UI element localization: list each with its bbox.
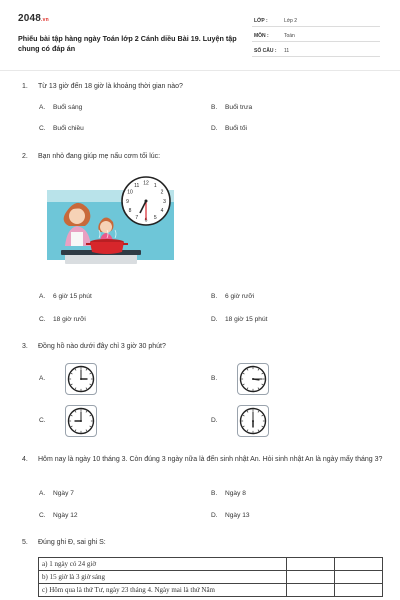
q3-clock-b[interactable] — [237, 363, 269, 395]
option-letter: C. — [39, 417, 46, 424]
option-letter: D. — [211, 316, 218, 323]
q4-option-d[interactable] — [211, 511, 250, 521]
question-5-text: Đúng ghi Đ, sai ghi S: — [38, 539, 106, 546]
option-text: 6 giờ rưỡi — [225, 293, 255, 300]
meta-class-key: LỚP : — [254, 18, 268, 24]
question-1-text: Từ 13 giờ đến 18 giờ là khoảng thời gian nào? — [38, 83, 183, 90]
analog-clock-icon — [66, 406, 96, 436]
answer-cell[interactable] — [287, 558, 335, 571]
analog-clock-icon — [66, 364, 96, 394]
option-text: 18 giờ 15 phút — [225, 316, 268, 323]
q3-clock-a[interactable] — [65, 363, 97, 395]
option-letter: C. — [39, 512, 46, 519]
logo-suffix: .vn — [41, 17, 49, 23]
clock-center — [252, 378, 254, 380]
answer-cell[interactable] — [335, 558, 383, 571]
option-text: Buổi tối — [225, 125, 247, 132]
question-1-number: 1. — [22, 83, 28, 90]
clock-numeral: 3 — [163, 198, 166, 205]
q1-option-c[interactable] — [39, 124, 84, 134]
meta-subject — [252, 30, 380, 42]
answer-cell[interactable] — [335, 584, 383, 597]
meta-count — [252, 45, 380, 57]
q4-option-b[interactable] — [211, 489, 246, 499]
logo-text: 2048 — [18, 13, 42, 24]
option-text: Buổi chiều — [53, 125, 84, 132]
clock-numeral: 4 — [160, 208, 164, 215]
q3-clock-d[interactable] — [237, 405, 269, 437]
option-letter: A. — [39, 293, 46, 300]
option-text: 6 giờ 15 phút — [53, 293, 92, 300]
meta-subject-value: Toán — [284, 33, 295, 39]
option-letter: A. — [39, 490, 46, 497]
option-letter: D. — [211, 512, 218, 519]
meta-count-key: SỐ CÂU : — [254, 48, 277, 54]
answer-cell[interactable] — [287, 571, 335, 584]
option-text: Ngày 7 — [53, 490, 74, 497]
option-text: Buổi trưa — [225, 104, 253, 111]
q1-option-a[interactable] — [39, 103, 82, 113]
clock-numeral: 1 — [153, 182, 157, 189]
clock-center — [80, 420, 82, 422]
question-4-text: Hôm nay là ngày 10 tháng 3. Còn đúng 3 ngày nữa là đến sinh nhật An. Hỏi sinh nhật An là ngày mấy tháng 3? — [38, 456, 383, 463]
table-row — [39, 584, 383, 597]
question-4-number: 4. — [22, 456, 28, 463]
analog-clock-icon — [238, 406, 268, 436]
true-false-table — [38, 557, 383, 597]
q2-option-a[interactable] — [39, 292, 92, 302]
clock-numeral: 2 — [160, 189, 164, 196]
q2-option-c[interactable] — [39, 315, 86, 325]
question-3-text: Đồng hồ nào dưới đây chỉ 3 giờ 30 phút? — [38, 343, 166, 350]
page-title: Phiếu bài tập hàng ngày Toán lớp 2 Cánh diều Bài 19. Luyện tập chung có đáp án — [18, 34, 237, 53]
answer-cell[interactable] — [335, 571, 383, 584]
clock-numeral: 6 — [144, 217, 148, 224]
clock-numeral: 9 — [126, 198, 129, 205]
statement-cell: a) 1 ngày có 24 giờ — [39, 558, 287, 571]
clock-numeral: 11 — [134, 182, 140, 189]
option-letter: A. — [39, 375, 46, 382]
clock-numeral: 12 — [143, 180, 149, 187]
header-divider — [0, 70, 400, 71]
q3-option-a[interactable] — [39, 374, 53, 384]
q4-option-a[interactable] — [39, 489, 74, 499]
clock-numeral: 7 — [135, 214, 139, 221]
clock-numeral: 8 — [128, 208, 132, 215]
question-3-number: 3. — [22, 343, 28, 350]
meta-count-value: 11 — [284, 48, 290, 54]
meta-class-value: Lớp 2 — [284, 18, 298, 24]
table-row — [39, 571, 383, 584]
option-text: Ngày 8 — [225, 490, 246, 497]
statement-cell: c) Hôm qua là thứ Tư, ngày 23 tháng 4. Ngày mai là thứ Năm — [39, 584, 287, 597]
q3-option-c[interactable] — [39, 416, 53, 426]
meta-class — [252, 15, 380, 27]
option-letter: D. — [211, 125, 218, 132]
option-letter: C. — [39, 316, 46, 323]
option-text: Buổi sáng — [53, 104, 83, 111]
question-5-number: 5. — [22, 539, 28, 546]
option-letter: A. — [39, 104, 46, 111]
q2-option-d[interactable] — [211, 315, 267, 325]
q3-option-b[interactable] — [211, 374, 225, 384]
option-letter: B. — [211, 104, 218, 111]
counter — [65, 254, 137, 264]
clock-numeral: 10 — [127, 189, 133, 196]
analog-clock-icon — [238, 364, 268, 394]
meta-subject-key: MÔN : — [254, 33, 269, 39]
clock-center — [252, 420, 254, 422]
question-2-text: Bạn nhỏ đang giúp mẹ nấu cơm tối lúc: — [38, 153, 161, 160]
table-row — [39, 558, 383, 571]
q2-option-b[interactable] — [211, 292, 254, 302]
option-letter: B. — [211, 375, 218, 382]
statement-cell: b) 15 giờ là 3 giờ sáng — [39, 571, 287, 584]
question-2-number: 2. — [22, 153, 28, 160]
option-letter: B. — [211, 293, 218, 300]
option-text: 18 giờ rưỡi — [53, 316, 86, 323]
option-letter: B. — [211, 490, 218, 497]
q3-clock-c[interactable] — [65, 405, 97, 437]
q4-option-c[interactable] — [39, 511, 78, 521]
clock-numeral: 5 — [153, 214, 157, 221]
option-letter: C. — [39, 125, 46, 132]
q2-wall-clock — [120, 175, 172, 227]
clock-center — [80, 378, 82, 380]
option-text: Ngày 12 — [53, 512, 78, 519]
clock-center — [145, 200, 148, 203]
site-logo[interactable] — [18, 13, 49, 24]
q3-option-d[interactable] — [211, 416, 225, 426]
q1-option-d[interactable] — [211, 124, 247, 134]
option-text: Ngày 13 — [225, 512, 250, 519]
answer-cell[interactable] — [287, 584, 335, 597]
option-letter: D. — [211, 417, 218, 424]
q1-option-b[interactable] — [211, 103, 252, 113]
